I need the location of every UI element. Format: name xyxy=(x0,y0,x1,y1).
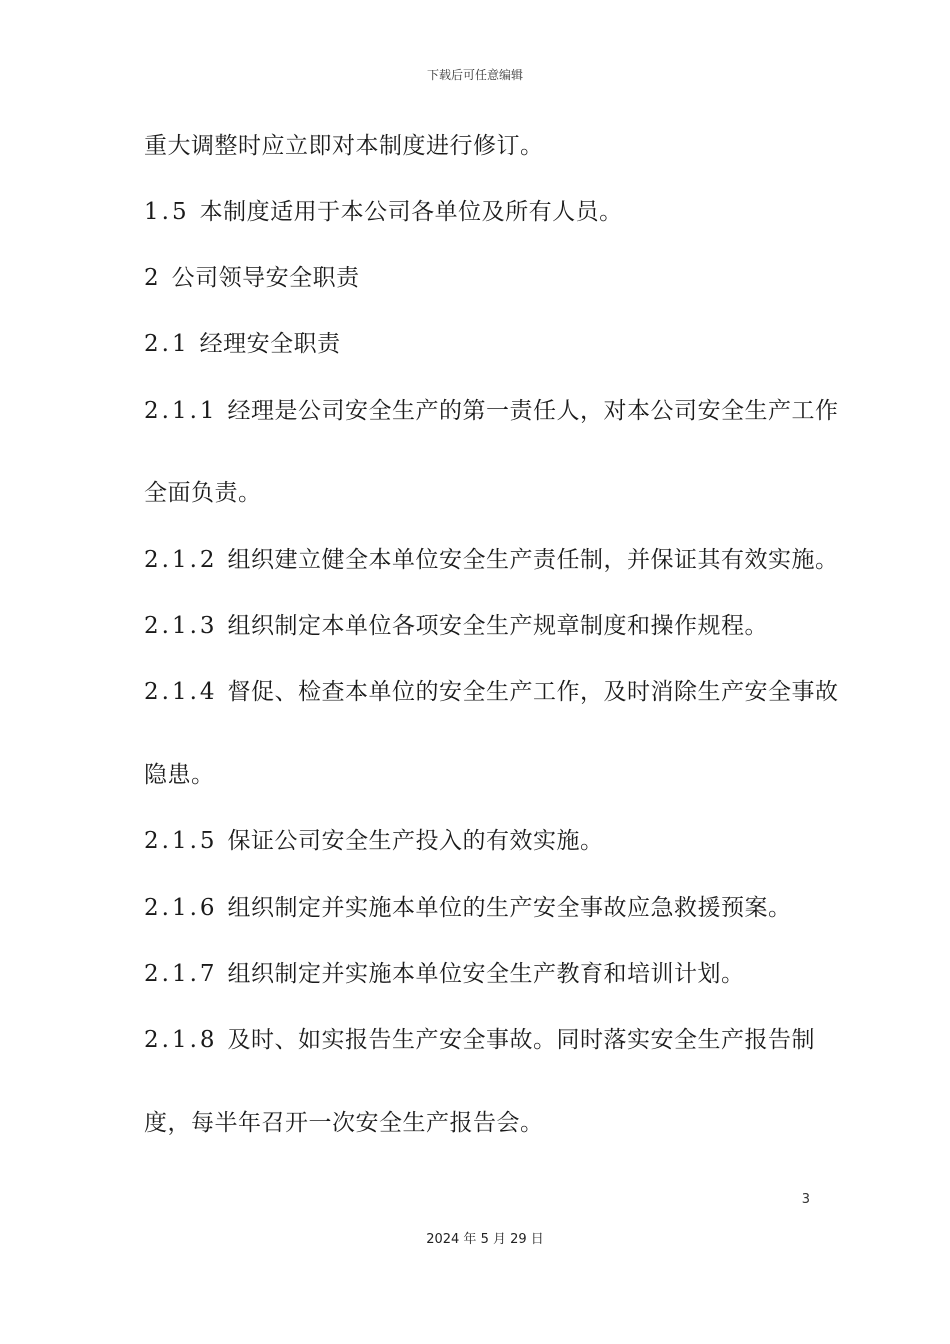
text-line xyxy=(144,478,262,508)
text-line xyxy=(144,1108,544,1138)
clause-text: 公司领导安全职责 xyxy=(171,265,360,291)
clause-text: 组织建立健全本单位安全生产责任制，并保证其有效实施。 xyxy=(227,547,839,573)
clause-text: 重大调整时应立即对本制度进行修订。 xyxy=(144,133,544,159)
text-line xyxy=(144,959,745,989)
clause-text: 及时、如实报告生产安全事故。同时落实安全生产报告制 xyxy=(227,1027,816,1053)
text-line xyxy=(144,826,604,856)
clause-text: 度，每半年召开一次安全生产报告会。 xyxy=(144,1110,544,1136)
clause-number: 2.1.3 xyxy=(144,613,218,639)
text-line xyxy=(144,760,215,790)
clause-number: 2.1 xyxy=(144,331,190,357)
page-header: 下载后可任意编辑 xyxy=(426,68,523,82)
text-line xyxy=(144,545,839,575)
page-number: 3 xyxy=(801,1192,810,1207)
clause-text: 经理安全职责 xyxy=(199,331,341,357)
clause-number: 2.1.4 xyxy=(144,679,218,705)
text-line xyxy=(144,677,839,707)
text-line xyxy=(144,329,341,359)
clause-text: 保证公司安全生产投入的有效实施。 xyxy=(227,828,604,854)
clause-text: 全面负责。 xyxy=(144,480,262,506)
text-line xyxy=(144,611,768,641)
clause-number: 2.1.7 xyxy=(144,961,218,987)
clause-text: 组织制定本单位各项安全生产规章制度和操作规程。 xyxy=(227,613,769,639)
clause-text: 隐患。 xyxy=(144,762,215,788)
clause-number: 1.5 xyxy=(144,199,190,225)
text-line xyxy=(144,263,360,293)
clause-number: 2.1.5 xyxy=(144,828,218,854)
clause-text: 组织制定并实施本单位的生产安全事故应急救援预案。 xyxy=(227,895,792,921)
clause-text: 经理是公司安全生产的第一责任人，对本公司安全生产工作 xyxy=(227,398,839,424)
clause-number: 2 xyxy=(144,265,162,291)
clause-number: 2.1.6 xyxy=(144,895,218,921)
text-line xyxy=(144,396,839,426)
clause-number: 2.1.8 xyxy=(144,1027,218,1053)
text-line xyxy=(144,893,792,923)
page-footer-date: 2024 年 5 月 29 日 xyxy=(426,1232,544,1247)
clause-number: 2.1.2 xyxy=(144,547,218,573)
text-line xyxy=(144,131,544,161)
clause-text: 督促、检查本单位的安全生产工作，及时消除生产安全事故 xyxy=(227,679,839,705)
text-line xyxy=(144,197,623,227)
text-line xyxy=(144,1025,815,1055)
clause-number: 2.1.1 xyxy=(144,398,218,424)
clause-text: 组织制定并实施本单位安全生产教育和培训计划。 xyxy=(227,961,745,987)
clause-text: 本制度适用于本公司各单位及所有人员。 xyxy=(199,199,623,225)
